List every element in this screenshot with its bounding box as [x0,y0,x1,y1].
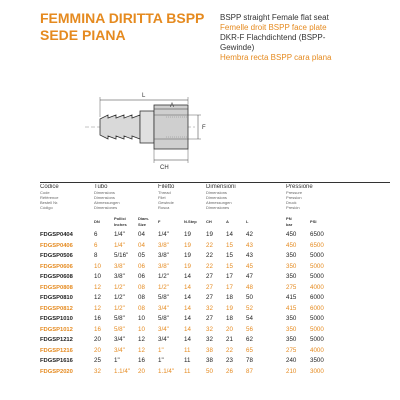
cell-a: 26 [226,367,233,375]
cell-code: FDGSP1010 [40,316,73,322]
cell-dn: 32 [94,367,101,375]
cell-step: 19 [184,262,191,270]
cell-f: 1" [158,346,164,354]
cell-dn: 20 [94,336,101,343]
subheader-f: F [158,219,161,224]
cell-size: 10 [138,325,145,333]
subheader-a: A [226,219,229,224]
table-row [40,262,390,273]
cell-bar: 450 [286,231,297,238]
cell-code: FDGSP0810 [40,295,73,301]
cell-a: 21 [226,336,233,343]
german-title-line-1: DKR-F Flachdichtend (BSPP- [220,33,326,42]
cell-bar: 210 [286,367,297,375]
cell-bar: 350 [286,325,297,333]
cell-step: 14 [184,294,191,301]
cell-inch: 5/8" [114,315,125,322]
cell-size: 12 [138,336,145,343]
cell-step: 19 [184,252,191,259]
cell-code: FDGSP1616 [40,358,73,364]
table-row [40,251,390,262]
cell-psi: 6000 [310,294,324,301]
cell-dn: 6 [94,231,98,238]
cell-a: 17 [226,283,233,291]
cell-ch: 32 [206,325,213,333]
cell-inch: 3/4" [114,346,125,354]
cell-dn: 16 [94,325,101,333]
cell-f: 1/2" [158,283,169,291]
cell-f: 3/8" [158,262,169,270]
french-title: Femelle droit BSPP face plate [220,23,327,32]
cell-l: 56 [246,325,253,333]
cell-ch: 19 [206,231,213,238]
cell-psi: 5000 [310,252,324,259]
german-title [220,33,390,53]
cell-dn: 6 [94,241,98,249]
cell-bar: 415 [286,294,297,301]
cell-f: 3/4" [158,304,169,312]
german-title-line-2: Gewinde) [220,43,255,52]
cell-ch: 50 [206,367,213,375]
cell-psi: 3500 [310,357,324,364]
cell-size: 08 [138,304,145,312]
table-row [40,293,390,304]
table-row [40,314,390,325]
cell-l: 54 [246,315,253,322]
cell-inch: 5/8" [114,325,125,333]
cell-f: 3/8" [158,252,169,259]
cell-inch: 1/2" [114,283,125,291]
italian-title [40,10,204,44]
subheader-blank [40,210,94,230]
cell-code: FDGSP0808 [40,284,73,291]
cell-size: 08 [138,283,145,291]
cell-bar: 275 [286,283,297,291]
cell-inch: 3/4" [114,336,125,343]
cell-step: 14 [184,315,191,322]
cell-f: 1.1/4" [158,367,174,375]
dimensions-table [40,184,390,377]
cell-bar: 450 [286,241,297,249]
fitting-diagram [80,82,220,172]
table-row [40,283,390,294]
cell-code: FDGSP1216 [40,347,73,354]
subheader-dn: DN [94,219,100,224]
cell-size: 08 [138,294,145,301]
cell-dn: 20 [94,346,101,354]
cell-a: 14 [226,231,233,238]
cell-inch: 1/2" [114,304,125,312]
cell-f: 1" [158,357,164,364]
cell-ch: 32 [206,304,213,312]
dimension-label-a: A [170,103,175,109]
cell-a: 15 [226,262,233,270]
header-thread: Filetto Thread Filet Gewinde Rosca [158,184,175,210]
cell-ch: 38 [206,357,213,364]
cell-psi: 6500 [310,241,324,249]
table-row [40,335,390,346]
cell-a: 20 [226,325,233,333]
cell-bar: 350 [286,252,297,259]
cell-size: 10 [138,315,145,322]
cell-size: 04 [138,231,145,238]
table-subheader-row [40,210,390,230]
cell-bar: 350 [286,262,297,270]
table-body [40,230,390,377]
spanish-title: Hembra recta BSPP cara plana [220,53,332,62]
cell-step: 11 [184,346,191,354]
cell-l: 78 [246,357,253,364]
cell-f: 3/4" [158,325,169,333]
cell-psi: 6500 [310,231,324,238]
cell-size: 05 [138,252,145,259]
table-top-rule [40,182,390,183]
cell-ch: 38 [206,346,213,354]
cell-code: FDGSP0606 [40,263,73,270]
table-header-row [40,184,390,210]
cell-a: 23 [226,357,233,364]
table-row [40,272,390,283]
cell-l: 65 [246,346,253,354]
subheader-step: N.Step [184,219,197,224]
subheader-ch: CH [206,219,212,224]
cell-step: 14 [184,325,191,333]
cell-a: 22 [226,346,233,354]
cell-ch: 27 [206,283,213,291]
cell-inch: 5/16" [114,252,129,259]
cell-l: 47 [246,273,253,280]
cell-a: 18 [226,294,233,301]
cell-code: FDGSP1012 [40,326,73,333]
cell-l: 48 [246,283,253,291]
table-row [40,241,390,252]
cell-a: 15 [226,241,233,249]
cell-ch: 22 [206,252,213,259]
cell-l: 52 [246,304,253,312]
table-row [40,325,390,336]
cell-inch: 1" [114,357,120,364]
cell-dn: 16 [94,315,101,322]
table-row [40,346,390,357]
cell-ch: 22 [206,262,213,270]
cell-inch: 1/4" [114,231,125,238]
cell-dn: 25 [94,357,101,364]
cell-dn: 8 [94,252,98,259]
cell-psi: 3000 [310,367,324,375]
cell-ch: 27 [206,273,213,280]
cell-bar: 240 [286,357,297,364]
subheader-l: L [246,219,249,224]
cell-ch: 27 [206,294,213,301]
header-hose: Tubo Dimensions Dimensions Abmessungen Dimensiones [94,184,120,210]
cell-psi: 4000 [310,346,324,354]
cell-l: 62 [246,336,253,343]
cell-f: 5/8" [158,315,169,322]
cell-ch: 22 [206,241,213,249]
dimension-label-l: L [142,93,146,99]
cell-step: 14 [184,304,191,312]
cell-bar: 350 [286,336,297,343]
cell-f: 1/2" [158,273,169,280]
cell-l: 45 [246,262,253,270]
subheader-psi: PSI [310,219,317,224]
cell-code: FDGSP0406 [40,242,73,249]
cell-dn: 10 [94,262,101,270]
cell-inch: 1/4" [114,241,125,249]
cell-f: 3/8" [158,241,169,249]
cell-step: 19 [184,241,191,249]
cell-inch: 3/8" [114,262,125,270]
cell-code: FDGSP0404 [40,232,73,238]
cell-step: 14 [184,283,191,291]
translated-titles [220,13,390,63]
cell-bar: 275 [286,346,297,354]
cell-inch: 3/8" [114,273,125,280]
cell-dn: 12 [94,294,101,301]
cell-code: FDGSP0506 [40,253,73,259]
cell-f: 1/4" [158,231,169,238]
cell-size: 20 [138,367,145,375]
cell-bar: 350 [286,315,297,322]
cell-step: 14 [184,336,191,343]
cell-a: 19 [226,304,233,312]
cell-size: 06 [138,262,145,270]
table-row [40,356,390,367]
cell-bar: 415 [286,304,297,312]
header-code: Codice Code Référence Bestell Nr. Código [40,184,59,210]
italian-title-line-2: SEDE PIANA [40,27,126,43]
cell-l: 42 [246,231,253,238]
cell-psi: 6000 [310,304,324,312]
cell-code: FDGSP2020 [40,368,73,375]
cell-psi: 4000 [310,283,324,291]
cell-f: 3/4" [158,336,169,343]
cell-bar: 350 [286,273,297,280]
cell-step: 11 [184,367,191,375]
header-pressure: Pressione Pressure Pression Druck Presión [286,184,313,210]
cell-code: FDGSP0608 [40,274,73,280]
cell-psi: 5000 [310,315,324,322]
cell-psi: 5000 [310,336,324,343]
cell-code: FDGSP0812 [40,305,73,312]
cell-ch: 32 [206,336,213,343]
cell-a: 15 [226,252,233,259]
header-dimensions: Dimensioni Dimensions Dimensions Abmessungen Dimensiones [206,184,236,210]
cell-a: 17 [226,273,233,280]
cell-step: 14 [184,273,191,280]
cell-a: 18 [226,315,233,322]
cell-step: 19 [184,231,191,238]
cell-l: 43 [246,241,253,249]
cell-size: 12 [138,346,145,354]
cell-size: 04 [138,241,145,249]
subheader-size: Diam. Size [138,216,149,227]
cell-dn: 12 [94,304,101,312]
cell-dn: 10 [94,273,101,280]
subheader-pn-bar: PN bar [286,216,293,227]
cell-psi: 5000 [310,325,324,333]
subheader-inches: Pollici Inches [114,216,127,227]
italian-title-line-1: FEMMINA DIRITTA BSPP [40,10,205,26]
cell-l: 50 [246,294,253,301]
table-row [40,367,390,378]
cell-l: 87 [246,367,253,375]
cell-inch: 1.1/4" [114,367,130,375]
cell-code: FDGSP1212 [40,337,73,343]
cell-step: 11 [184,357,191,364]
cell-inch: 1/2" [114,294,125,301]
cell-psi: 5000 [310,273,324,280]
english-title: BSPP straight Female flat seat [220,13,329,22]
table-row [40,304,390,315]
cell-size: 16 [138,357,145,364]
dimension-label-f: F [202,125,206,131]
cell-psi: 5000 [310,262,324,270]
cell-dn: 12 [94,283,101,291]
cell-f: 5/8" [158,294,169,301]
table-row [40,230,390,241]
cell-size: 06 [138,273,145,280]
cell-l: 43 [246,252,253,259]
dimension-label-ch: CH [160,165,169,171]
cell-ch: 27 [206,315,213,322]
